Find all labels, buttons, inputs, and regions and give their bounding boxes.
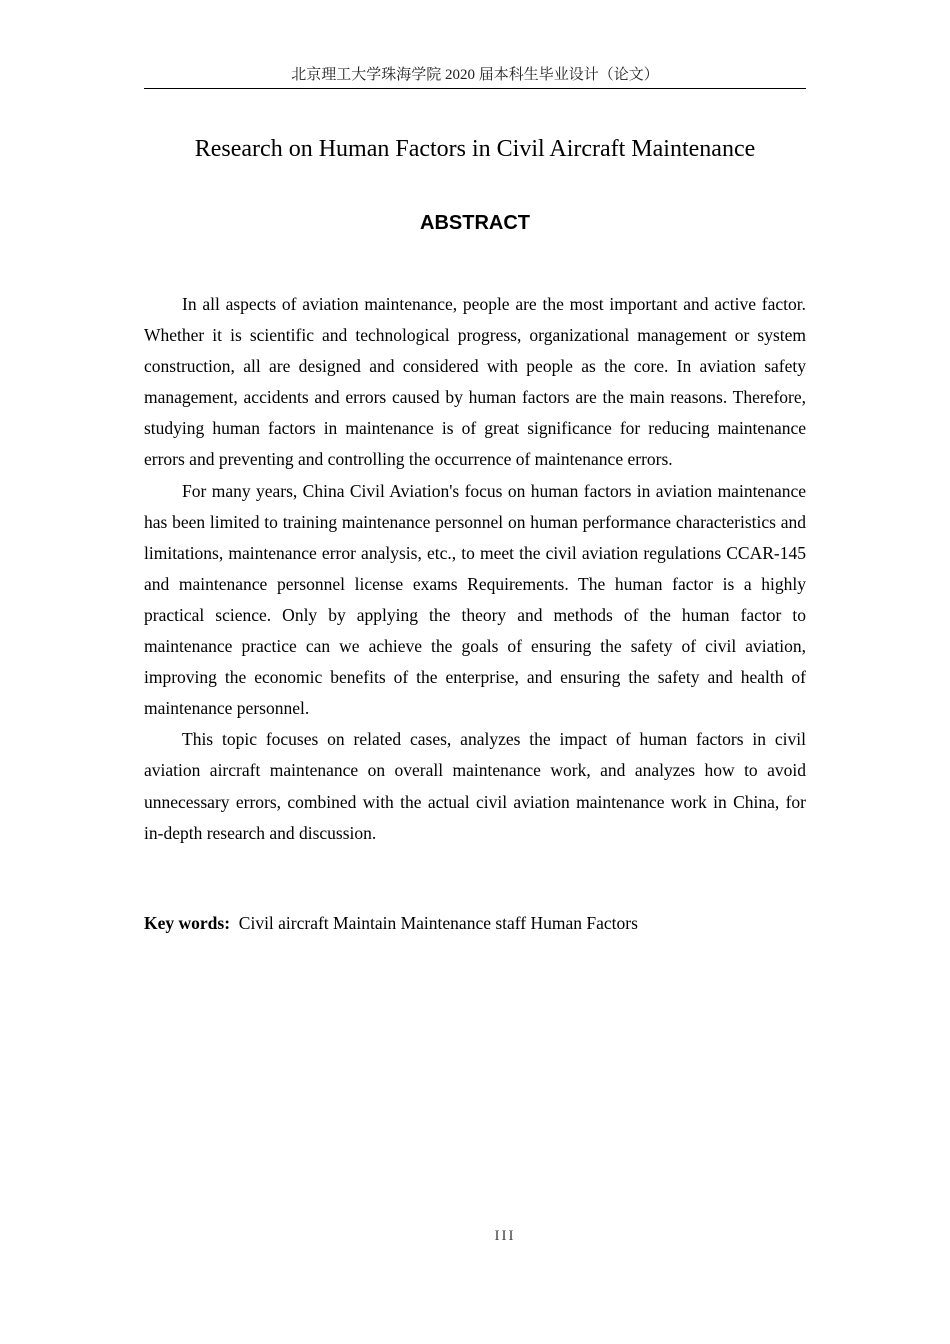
abstract-paragraph: In all aspects of aviation maintenance, people are the most important and active factor. Whether it is scientific and technological progress, organizational management or system construction, all are designed and considered with people as the core. In aviation safety management, accidents and errors caused by human factors are the main reasons. Therefore, studying human factors in maintenance is of great significance for reducing maintenance errors and preventing and controlling the occurrence of maintenance errors. [144,294,806,470]
paper-title: Research on Human Factors in Civil Aircraft Maintenance [194,136,756,162]
abstract-heading: ABSTRACT [420,212,530,234]
abstract-paragraph: For many years, China Civil Aviation's focus on human factors in aviation maintenance has been limited to training maintenance personnel on human performance characteristics and limitations, maintenance error analysis, etc., to meet the civil aviation regulations CCAR-145 and maintenance personnel license exams Requirements. The human factor is a highly practical science. Only by applying the theory and methods of the human factor to maintenance practice can we achieve the goals of ensuring the safety of civil aviation, improving the economic benefits of the enterprise, and ensuring the safety and health of maintenance personnel. [144,480,806,719]
page-number: III [494,1228,516,1244]
header-text: 北京理工大学珠海学院 2020 届本科生毕业设计（论文） [291,67,659,83]
keywords-label: Key words: [144,913,231,933]
keywords-line [144,908,806,939]
keywords-value: Civil aircraft Maintain Maintenance staff Human Factors [238,913,638,933]
page-header [144,64,806,89]
abstract-paragraph: This topic focuses on related cases, analyzes the impact of human factors in civil aviation aircraft maintenance on overall maintenance work, and analyzes how to avoid unnecessary errors, combined with the actual civil aviation maintenance work in China, for in-depth research and discussion. [144,729,806,843]
abstract-body [144,289,806,849]
